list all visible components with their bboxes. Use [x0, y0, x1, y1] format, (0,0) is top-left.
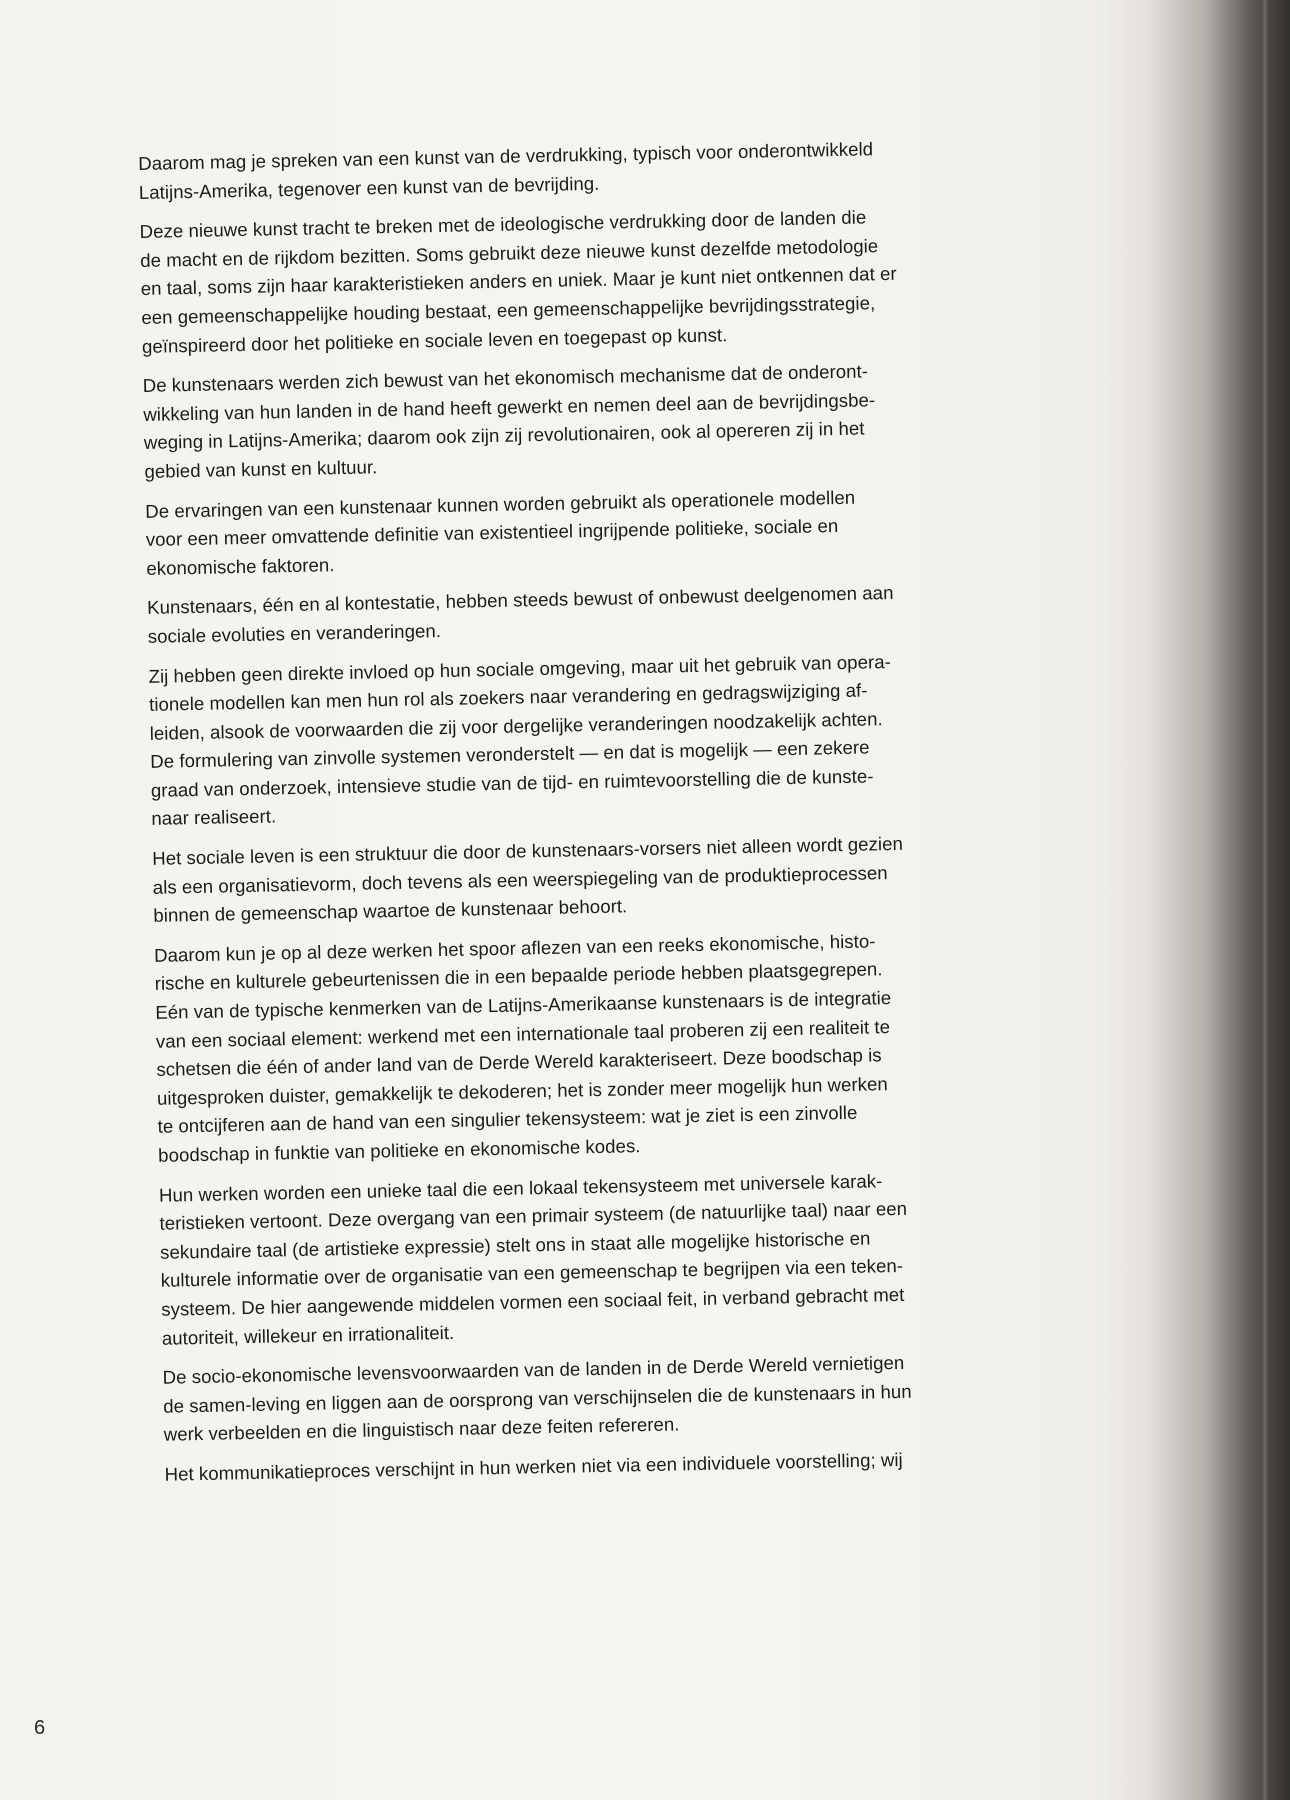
paragraph-11: Het kommunikatieproces verschijnt in hun werken niet via een individuele voorstelling; wij: [164, 1448, 903, 1485]
binding-edge: [1262, 0, 1268, 1800]
paragraph-2: Deze nieuwe kunst tracht te breken met de ideologische verdrukking door de landen die de macht en de rijkdom bezitten. Soms gebruikt deze nieuwe kunst dezelfde metodologie en taal, soms zijn haar karakteristieken anders en uniek. Maar je kunt niet ontkennen dat er een gemeenschappelijke houding bestaat, een gemeenschappelijke bevrijdingsstrategie, geïnspireerd door het politieke en sociale leven en toegepast op kunst.: [139, 206, 897, 357]
paragraph-9: Hun werken worden een unieke taal die een lokaal tekensysteem met universele karak- teristieken vertoont. Deze overgang van een primair systeem (de natuurlijke taal) naar een sekundaire taal (de artistieke expressie) stelt ons in staat alle mogelijke historische en kulturele informatie over de organisatie van een gemeenschap te begrijpen via een teken- systeem. De hier aangewende middelen vormen een sociaal feit, in verband gebracht met autoriteit, willekeur en irrationaliteit.: [158, 1169, 908, 1349]
page-number: 6: [34, 1717, 46, 1739]
paragraph-10: De socio-ekonomische levensvoorwaarden van de landen in de Derde Wereld vernietigen de samen-leving en liggen aan de oorsprong van verschijnselen die de kunstenaars in hun werk verbeelden en die linguistisch naar deze feiten refereren.: [162, 1352, 912, 1446]
paragraph-7: Het sociale leven is een struktuur die door de kunstenaars-vorsers niet alleen wordt gezien als een organisatievorm, doch tevens als een weerspiegeling van de produktieprocessen binnen de gemeenschap waartoe de kunstenaar behoort.: [152, 832, 904, 927]
paragraph-5: Kunstenaars, één en al kontestatie, hebben steeds bewust of onbewust deelgenomen aan sociale evoluties en veranderingen.: [146, 582, 894, 647]
paragraph-8: Daarom kun je op al deze werken het spoor aflezen van een reeks ekonomische, histo- rische en kulturele gebeurtenissen die in een bepaalde periode hebben plaatsgegrepen. Eén van de typische kenmerken van de Latijns-Amerikaanse kunstenaars is de integratie van een sociaal element: werkend met een internationale taal proberen zij een realiteit te schetsen die één of ander land van de Derde Wereld karakteriseert. Deze boodschap is uitgesproken duister, gemakkelijk te dekoderen; het is zonder meer mogelijk hun werken te ontcijferen aan de hand van een singulier tekensysteem: wat je ziet is een zinvolle boodschap in funktie van politieke en ekonomische kodes.: [153, 930, 892, 1166]
paragraph-4: De ervaringen van een kunstenaar kunnen worden gebruikt als operationele modellen voor een meer omvattende definitie van existentieel ingrijpende politieke, sociale en ekonomische faktoren.: [145, 486, 856, 579]
paragraph-6: Zij hebben geen direkte invloed op hun sociale omgeving, maar uit het gebruik van opera- tionele modellen kan men hun rol als zoekers naar verandering en gedragswijziging af- leiden, alsook de voorwaarden die zij voor dergelijke veranderingen noodzakelijk achten. De formulering van zinvolle systemen veronderstelt — en dat is mogelijk — een zekere graad van onderzoek, intensieve studie van de tijd- en ruimtevoorstelling die de kunste- naar realiseert.: [148, 650, 892, 830]
paragraph-1: Daarom mag je spreken van een kunst van de verdrukking, typisch voor onderontwikkeld Latijns-Amerika, tegenover een kunst van de bevrijding.: [138, 138, 874, 203]
paragraph-3: De kunstenaars werden zich bewust van het ekonomisch mechanisme dat de onderont- wikkeling van hun landen in de hand heeft gewerkt en nemen deel aan de bevrijdingsbe- weging in Latijns-Amerika; daarom ook zijn zij revolutionairen, ook al opereren zij in het gebied van kunst en kultuur.: [142, 360, 876, 482]
body-text: [138, 133, 1025, 1501]
